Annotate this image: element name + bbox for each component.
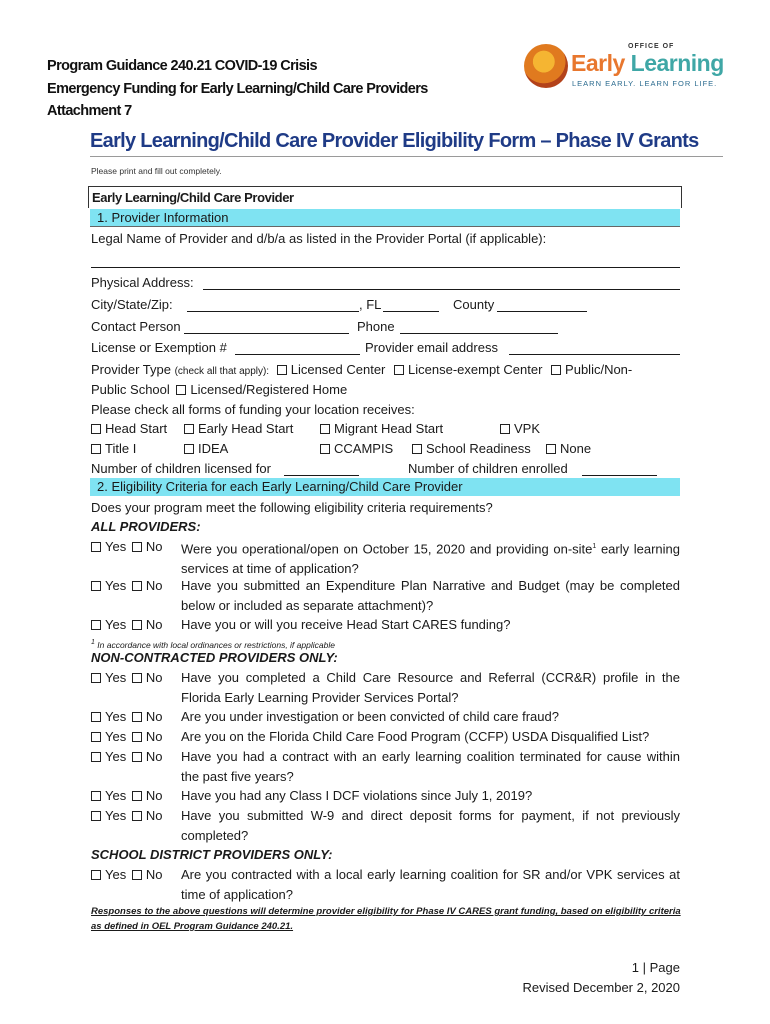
nc-q5-no-checkbox[interactable] (132, 791, 142, 801)
footnote-text: In accordance with local ordinances or restrictions, if applicable (97, 639, 335, 650)
funding-none (546, 441, 591, 456)
funding-idea (184, 441, 228, 456)
responses-note: Responses to the above questions will determine provider eligibility for Phase IV CARES grant funding, based on eligibility criteria as defined in OEL Program Guidance 240.21. (91, 906, 681, 932)
none-label: None (560, 441, 592, 456)
migrant-head-start-label: Migrant Head Start (334, 421, 444, 436)
ccampis-label: CCAMPIS (334, 441, 394, 456)
nc-q1-no-label: No (145, 670, 163, 685)
logo-word-early: Early (571, 50, 625, 76)
sd-q1-yes-no (91, 867, 162, 882)
funding-ccampis (320, 441, 393, 456)
funding-title-i (91, 441, 136, 456)
all-providers-heading: ALL PROVIDERS: (91, 519, 201, 534)
head-start-checkbox[interactable] (91, 424, 101, 434)
funding-vpk (500, 421, 540, 436)
nc-q6-yes-label: Yes (105, 808, 127, 823)
logo-title (571, 50, 724, 77)
nc-q6-question: Have you submitted W-9 and direct deposit forms for payment, if not previously completed? (181, 808, 680, 843)
nc-q6-yes-checkbox[interactable] (91, 811, 101, 821)
nc-q5-yes-checkbox[interactable] (91, 791, 101, 801)
nc-q5-yes-no (91, 788, 162, 803)
county-field[interactable] (497, 311, 587, 312)
public-school-checkbox[interactable] (551, 365, 561, 375)
children-licensed-label: Number of children licensed for (91, 461, 271, 476)
nc-q3-yes-checkbox[interactable] (91, 732, 101, 742)
all-q2-yes-label: Yes (105, 578, 127, 593)
nc-q4-question: Have you had a contract with an early learning coalition terminated for cause within the past five years? (181, 749, 680, 784)
legal-name-label: Legal Name of Provider and d/b/a as listed in the Provider Portal (if applicable): (91, 231, 547, 246)
all-q3-no-checkbox[interactable] (132, 620, 142, 630)
all-q1-text: Were you operational/open on October 15, 2020 and providing on-site (181, 541, 593, 557)
all-q3-yes-label: Yes (105, 617, 127, 632)
zip-field[interactable] (383, 311, 439, 312)
nc-q2-yes-label: Yes (105, 709, 127, 724)
nc-q5-question: Have you had any Class I DCF violations since July 1, 2019? (181, 788, 533, 803)
header-line-2: Emergency Funding for Early Learning/Child Care Providers (47, 81, 428, 97)
all-q3-question: Have you or will you receive Head Start CARES funding? (181, 617, 511, 632)
sd-q1-no-label: No (145, 867, 163, 882)
nc-q4-no-label: No (145, 749, 163, 764)
all-q1-yes-label: Yes (105, 539, 127, 554)
nc-q6-no-checkbox[interactable] (132, 811, 142, 821)
nc-q2-yes-checkbox[interactable] (91, 712, 101, 722)
section-2-title: 2. Eligibility Criteria for each Early Learning/Child Care Provider (97, 479, 463, 494)
all-q1-no-checkbox[interactable] (132, 542, 142, 552)
vpk-label: VPK (514, 421, 541, 436)
florida-seal-icon (524, 44, 568, 88)
provider-box-header (88, 186, 682, 208)
nc-q1-yes-checkbox[interactable] (91, 673, 101, 683)
all-q2-no-label: No (145, 578, 163, 593)
vpk-checkbox[interactable] (500, 424, 510, 434)
nc-q1-yes-no (91, 670, 162, 685)
nc-q3-yes-no (91, 729, 162, 744)
nc-q5-yes-label: Yes (105, 788, 127, 803)
city-state-zip-field[interactable] (187, 311, 359, 312)
legal-name-field[interactable] (91, 267, 680, 268)
phone-field[interactable] (400, 333, 558, 334)
licensed-home-checkbox[interactable] (176, 385, 186, 395)
sd-q1-yes-label: Yes (105, 867, 127, 882)
early-head-start-label: Early Head Start (198, 421, 294, 436)
all-q1-text-tail: early learning services at time of application? (181, 541, 680, 576)
provider-email-field[interactable] (509, 354, 680, 355)
form-title: Early Learning/Child Care Provider Eligibility Form – Phase IV Grants (90, 130, 699, 152)
nc-q3-question: Are you on the Florida Child Care Food Program (CCFP) USDA Disqualified List? (181, 729, 650, 744)
physical-address-label: Physical Address: (91, 275, 194, 290)
physical-address-field[interactable] (203, 289, 680, 290)
header-line-3: Attachment 7 (47, 103, 132, 119)
children-enrolled-label: Number of children enrolled (408, 461, 568, 476)
provider-type-licensed-center: Licensed Center (290, 362, 386, 377)
footnote (91, 639, 335, 650)
nc-q4-no-checkbox[interactable] (132, 752, 142, 762)
provider-type-licensed-home: Licensed/Registered Home (190, 382, 348, 397)
provider-type-note: (check all that apply): (174, 366, 270, 377)
none-checkbox[interactable] (546, 444, 556, 454)
provider-type-public-school-cont: Public School (91, 382, 170, 397)
funding-prompt: Please check all forms of funding your location receives: (91, 402, 415, 417)
early-head-start-checkbox[interactable] (184, 424, 194, 434)
nc-q1-yes-label: Yes (105, 670, 127, 685)
idea-label: IDEA (198, 441, 229, 456)
nc-q1-question: Have you completed a Child Care Resource and Referral (CCR&R) profile in the Florida Early Learning Provider Services Portal? (181, 670, 680, 705)
all-q1-question (181, 537, 680, 578)
provider-type-row (91, 362, 632, 377)
head-start-label: Head Start (105, 421, 168, 436)
fl-label: , FL (359, 297, 382, 312)
instructions: Please print and fill out completely. (91, 166, 222, 176)
title-divider (90, 156, 723, 157)
school-readiness-checkbox[interactable] (412, 444, 422, 454)
county-label: County (453, 297, 495, 312)
nc-q3-no-checkbox[interactable] (132, 732, 142, 742)
eligibility-intro: Does your program meet the following eligibility criteria requirements? (91, 500, 493, 515)
nc-q4-yes-checkbox[interactable] (91, 752, 101, 762)
nc-q2-no-label: No (145, 709, 163, 724)
non-contracted-heading: NON-CONTRACTED PROVIDERS ONLY: (91, 650, 338, 665)
all-q3-no-label: No (145, 617, 163, 632)
school-district-heading: SCHOOL DISTRICT PROVIDERS ONLY: (91, 847, 333, 862)
provider-email-label: Provider email address (365, 340, 498, 355)
logo-office-of: OFFICE OF (628, 43, 675, 50)
funding-school-readiness (412, 441, 531, 456)
all-q2-yes-no (91, 578, 162, 593)
license-exempt-checkbox[interactable] (394, 365, 404, 375)
sd-q1-no-checkbox[interactable] (132, 870, 142, 880)
nc-q4-yes-label: Yes (105, 749, 127, 764)
logo-word-learning: Learning (630, 50, 724, 76)
nc-q6-no-label: No (145, 808, 163, 823)
provider-box-title: Early Learning/Child Care Provider (92, 190, 294, 205)
funding-migrant-head-start (320, 421, 443, 436)
nc-q2-question: Are you under investigation or been convicted of child care fraud? (181, 709, 559, 724)
nc-q4-yes-no (91, 749, 162, 764)
licensed-center-checkbox[interactable] (277, 365, 287, 375)
provider-type-row-2 (91, 382, 347, 397)
sd-q1-question: Are you contracted with a local early learning coalition for SR and/or VPK services at time of application? (181, 867, 680, 902)
children-enrolled-field[interactable] (582, 475, 657, 476)
nc-q5-no-label: No (145, 788, 163, 803)
ccampis-checkbox[interactable] (320, 444, 330, 454)
provider-type-label: Provider Type (91, 362, 171, 377)
school-readiness-label: School Readiness (426, 441, 531, 456)
sd-q1-yes-checkbox[interactable] (91, 870, 101, 880)
title-i-label: Title I (105, 441, 137, 456)
all-q2-question: Have you submitted an Expenditure Plan Narrative and Budget (may be completed below or included as separate attachment)? (181, 578, 680, 613)
section-1-title: 1. Provider Information (97, 210, 229, 225)
all-q2-no-checkbox[interactable] (132, 581, 142, 591)
provider-type-public-school: Public/Non- (565, 362, 633, 377)
license-field[interactable] (235, 354, 360, 355)
nc-q2-yes-no (91, 709, 162, 724)
all-q2-yes-checkbox[interactable] (91, 581, 101, 591)
logo-tagline: LEARN EARLY. LEARN FOR LIFE. (572, 79, 718, 88)
footnote-number: 1 (91, 639, 95, 646)
funding-head-start (91, 421, 167, 436)
all-q3-yes-checkbox[interactable] (91, 620, 101, 630)
title-i-checkbox[interactable] (91, 444, 101, 454)
nc-q6-yes-no (91, 808, 162, 823)
idea-checkbox[interactable] (184, 444, 194, 454)
provider-type-license-exempt: License-exempt Center (408, 362, 543, 377)
children-licensed-field[interactable] (284, 475, 359, 476)
phone-label: Phone (357, 319, 395, 334)
nc-q3-yes-label: Yes (105, 729, 127, 744)
license-label: License or Exemption # (91, 340, 227, 355)
section-1-header (90, 209, 680, 227)
contact-person-field[interactable] (184, 333, 349, 334)
migrant-head-start-checkbox[interactable] (320, 424, 330, 434)
revised-date: Revised December 2, 2020 (522, 980, 680, 995)
all-q1-footnote-ref: 1 (592, 543, 597, 550)
section-2-header (90, 478, 680, 496)
funding-early-head-start (184, 421, 293, 436)
nc-q3-no-label: No (145, 729, 163, 744)
all-q1-no-label: No (145, 539, 163, 554)
all-q1-yes-checkbox[interactable] (91, 542, 101, 552)
contact-person-label: Contact Person (91, 319, 181, 334)
all-q1-yes-no (91, 539, 162, 554)
all-q3-yes-no (91, 617, 162, 632)
city-state-zip-label: City/State/Zip: (91, 297, 173, 312)
office-of-early-learning-logo (524, 44, 724, 96)
page-number: 1 | Page (631, 960, 680, 975)
header-line-1: Program Guidance 240.21 COVID-19 Crisis (47, 58, 317, 74)
nc-q2-no-checkbox[interactable] (132, 712, 142, 722)
nc-q1-no-checkbox[interactable] (132, 673, 142, 683)
